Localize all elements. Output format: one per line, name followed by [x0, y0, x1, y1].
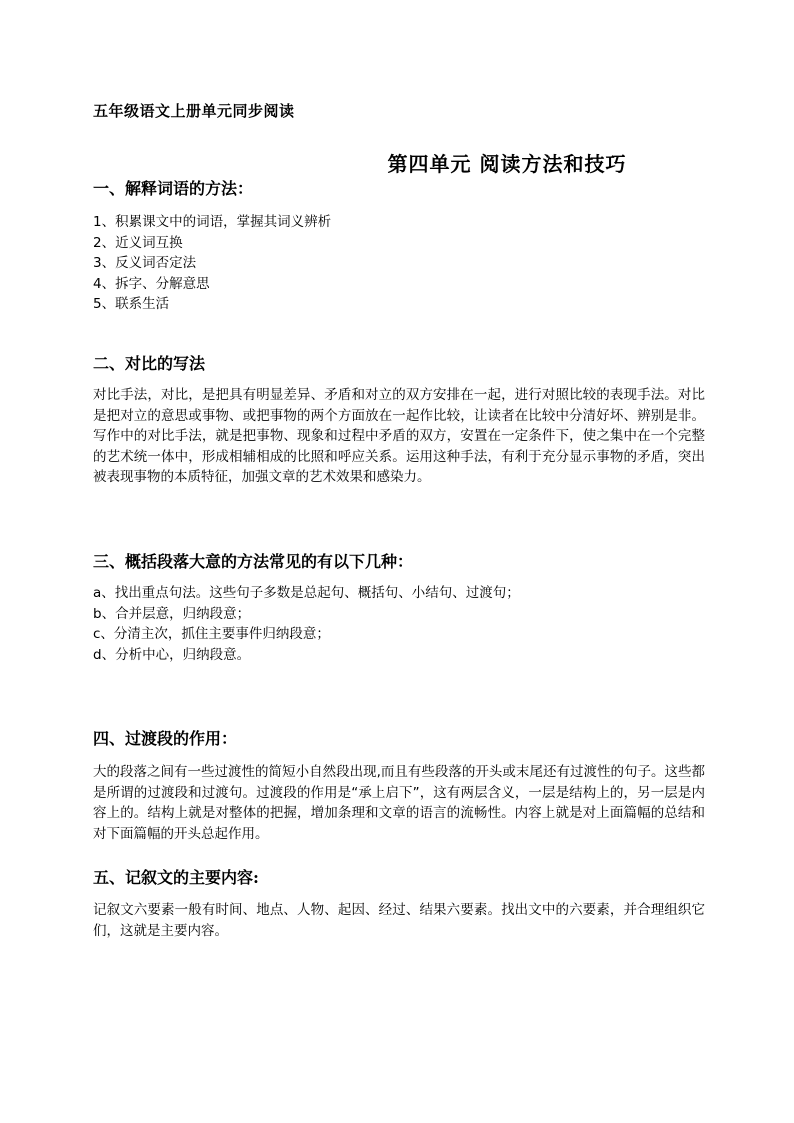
- list-item: d、分析中心，归纳段意。: [93, 646, 251, 663]
- list-item: b、合并层意，归纳段意；: [93, 605, 251, 622]
- list-item: 3、反义词否定法: [93, 255, 197, 271]
- section-heading: 二、对比的写法: [93, 354, 206, 373]
- section-transition-paragraph: [93, 728, 705, 844]
- section-contrast-writing: [93, 353, 705, 488]
- section-heading: 一、解释词语的方法：: [93, 179, 254, 198]
- unit-title: 第四单元 阅读方法和技巧: [387, 152, 627, 176]
- list-item: 4、拆字、分解意思: [93, 275, 210, 292]
- section-paragraph: 记叙文六要素一般有时间、地点、人物、起因、经过、结果六要素。找出文中的六要素，并合理组织它们，这就是主要内容。: [93, 902, 705, 939]
- list-item: c、分清主次，抓住主要事件归纳段意；: [93, 626, 330, 642]
- section-heading: 三、概括段落大意的方法常见的有以下几种：: [93, 552, 414, 571]
- list-item: 5、联系生活: [93, 296, 170, 312]
- list-item: 1、积累课文中的词语，掌握其词义辨析: [93, 214, 332, 230]
- method-list: [93, 583, 705, 665]
- section-word-explanation: [93, 178, 705, 315]
- document-header: 五年级语文上册单元同步阅读: [93, 102, 295, 120]
- section-heading: 五、记叙文的主要内容:: [93, 868, 259, 887]
- method-list: [93, 212, 705, 315]
- section-paragraph: 大的段落之间有一些过渡性的简短小自然段出现,而且有些段落的开头或末尾还有过渡性的句子。这些都是所谓的过渡段和过渡句。过渡段的作用是“承上启下”，这有两层含义，一层是结构上的，另一层是内容上的。结构上就是对整体的把握，增加条理和文章的语言的流畅性。内容上就是对上面篇幅的总结和对下面篇幅的开头总起作用。: [93, 764, 705, 842]
- list-item: 2、近义词互换: [93, 234, 183, 251]
- list-item: a、找出重点句法。这些句子多数是总起句、概括句、小结句、过渡句；: [93, 585, 520, 601]
- section-paragraph-summary: [93, 551, 705, 665]
- section-narrative-content: [93, 867, 705, 941]
- section-heading: 四、过渡段的作用：: [93, 729, 238, 748]
- section-paragraph: 对比手法，对比，是把具有明显差异、矛盾和对立的双方安排在一起，进行对照比较的表现手法。对比是把对立的意思或事物、或把事物的两个方面放在一起作比较，让读者在比较中分清好坏、辨别是非。写作中的对比手法，就是把事物、现象和过程中矛盾的双方，安置在一定条件下，使之集中在一个完整的艺术统一体中，形成相辅相成的比照和呼应关系。运用这种手法，有利于充分显示事物的矛盾，突出被表现事物的本质特征，加强文章的艺术效果和感染力。: [93, 387, 705, 485]
